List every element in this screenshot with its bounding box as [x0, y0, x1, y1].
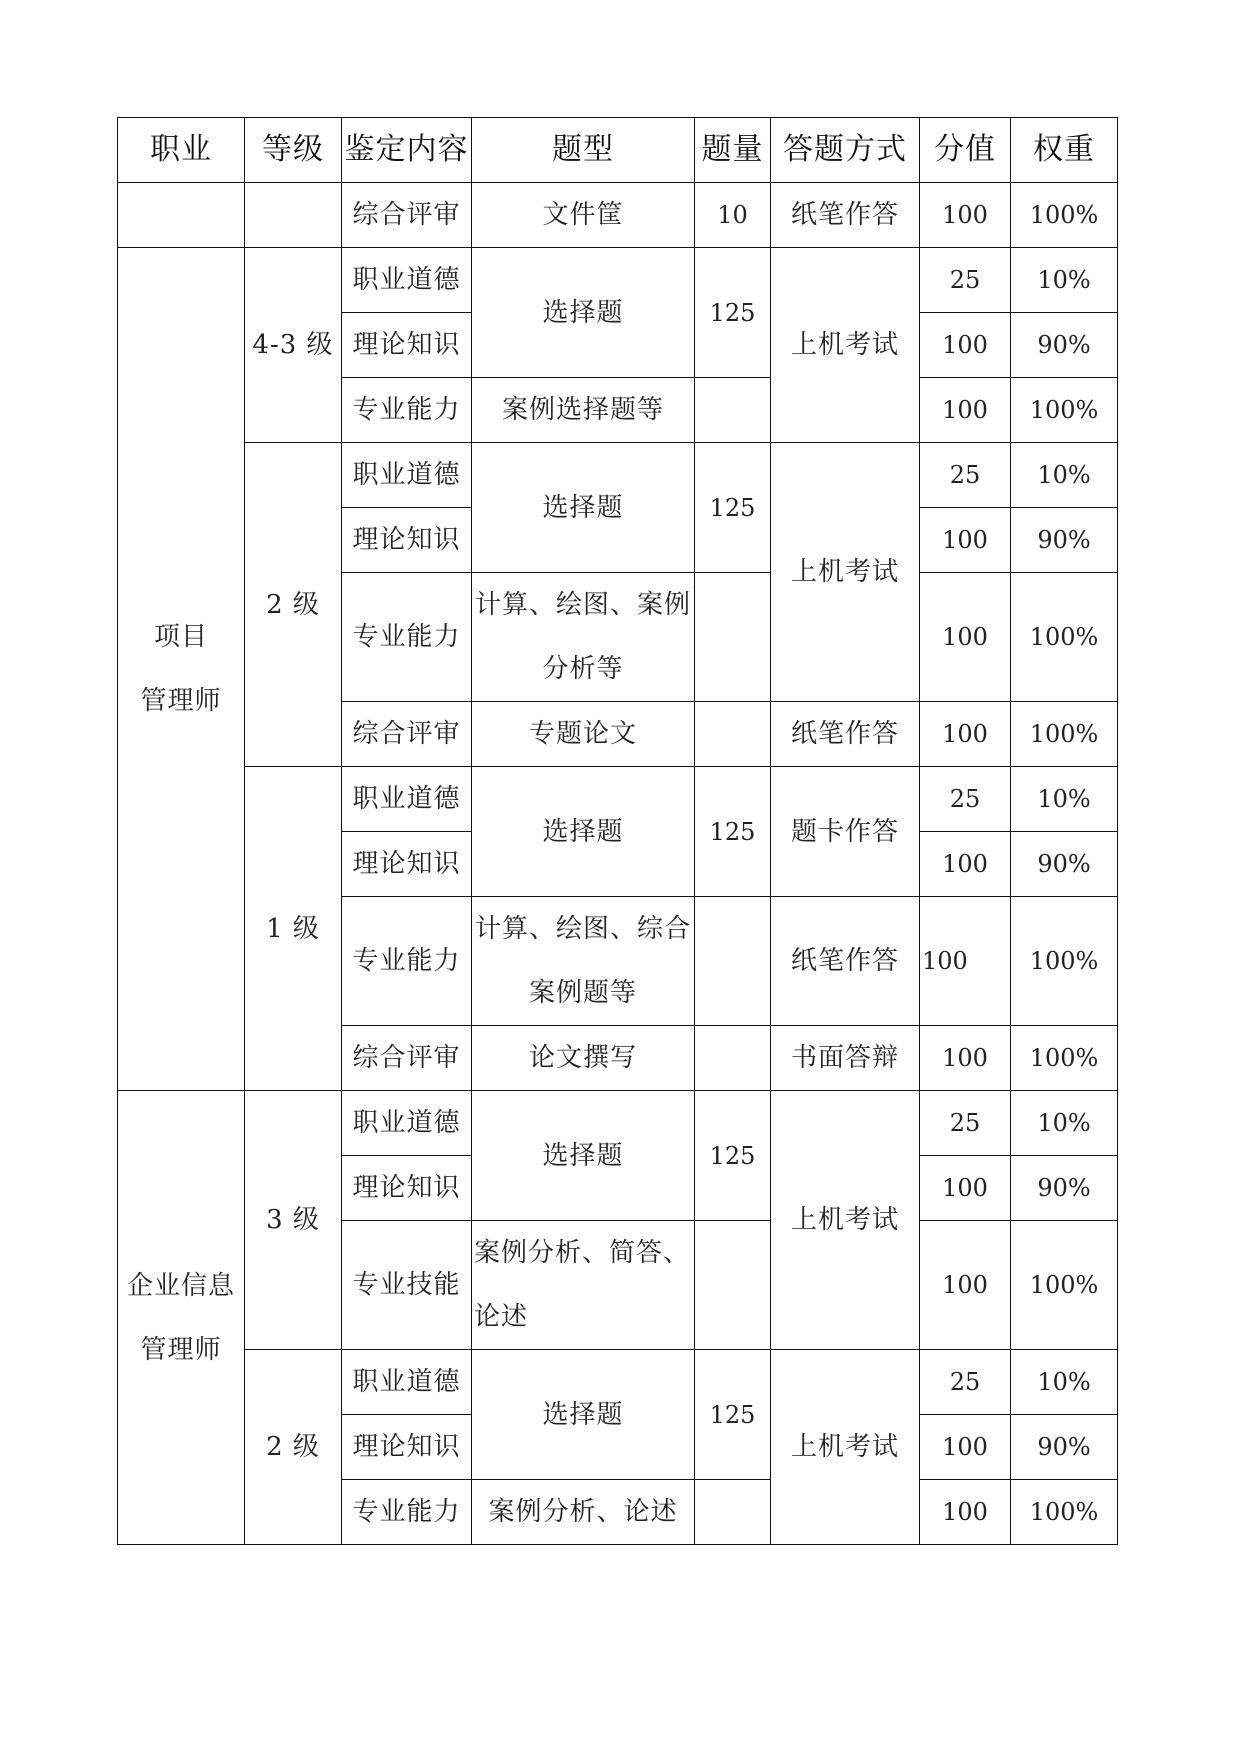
weight-cell: 100%	[1011, 1221, 1118, 1350]
weight-cell: 100%	[1011, 702, 1118, 767]
header-method: 答题方式	[771, 118, 920, 183]
header-occupation: 职业	[118, 118, 245, 183]
type-line: 分析等	[542, 654, 624, 684]
type-cell: 论文撰写	[472, 1026, 695, 1091]
score-cell: 100	[920, 378, 1011, 443]
header-content: 鉴定内容	[342, 118, 472, 183]
type-line: 案例分析、简答、	[474, 1238, 691, 1268]
content-cell: 专业能力	[342, 378, 472, 443]
method-cell: 上机考试	[771, 1350, 920, 1545]
content-cell: 专业能力	[342, 1480, 472, 1545]
score-cell: 100	[920, 573, 1011, 702]
content-cell: 职业道德	[342, 1091, 472, 1156]
level-cell: 1 级	[245, 767, 342, 1091]
occupation-cell	[118, 248, 245, 1091]
weight-cell: 10%	[1011, 248, 1118, 313]
content-cell: 职业道德	[342, 248, 472, 313]
content-cell: 理论知识	[342, 313, 472, 378]
content-cell: 专业能力	[342, 573, 472, 702]
header-weight: 权重	[1011, 118, 1118, 183]
type-cell	[472, 573, 695, 702]
content-cell: 理论知识	[342, 832, 472, 897]
weight-cell: 90%	[1011, 313, 1118, 378]
content-cell: 理论知识	[342, 1415, 472, 1480]
occupation-line: 管理师	[140, 686, 222, 716]
type-cell	[472, 897, 695, 1026]
type-line: 论述	[474, 1302, 529, 1332]
header-type: 题型	[472, 118, 695, 183]
type-cell: 选择题	[472, 1350, 695, 1480]
method-cell: 题卡作答	[771, 767, 920, 897]
score-cell: 100	[920, 832, 1011, 897]
level-cell: 4-3 级	[245, 248, 342, 443]
weight-cell: 100%	[1011, 1026, 1118, 1091]
table-row	[118, 443, 1118, 508]
count-cell: 125	[695, 1091, 771, 1221]
count-cell	[695, 1480, 771, 1545]
weight-cell: 100%	[1011, 1480, 1118, 1545]
score-cell: 100	[920, 1026, 1011, 1091]
count-cell	[695, 897, 771, 1026]
count-cell: 125	[695, 767, 771, 897]
table-row	[118, 767, 1118, 832]
score-cell: 100	[920, 508, 1011, 573]
method-cell: 纸笔作答	[771, 183, 920, 248]
type-cell: 文件筐	[472, 183, 695, 248]
weight-cell: 90%	[1011, 1415, 1118, 1480]
weight-cell: 100%	[1011, 183, 1118, 248]
score-cell: 100	[920, 1221, 1011, 1350]
score-cell: 100	[920, 313, 1011, 378]
weight-cell: 100%	[1011, 897, 1118, 1026]
count-cell	[695, 702, 771, 767]
method-cell: 上机考试	[771, 1091, 920, 1350]
type-cell	[472, 1221, 695, 1350]
content-cell: 职业道德	[342, 1350, 472, 1415]
type-cell: 选择题	[472, 767, 695, 897]
type-cell: 案例选择题等	[472, 378, 695, 443]
method-cell: 上机考试	[771, 443, 920, 702]
exam-table	[117, 117, 1118, 1545]
score-cell: 100	[920, 183, 1011, 248]
count-cell: 10	[695, 183, 771, 248]
table-row	[118, 183, 1118, 248]
method-cell: 上机考试	[771, 248, 920, 443]
header-row	[118, 118, 1118, 183]
weight-cell: 10%	[1011, 443, 1118, 508]
header-level: 等级	[245, 118, 342, 183]
score-cell: 100	[920, 1480, 1011, 1545]
weight-cell: 90%	[1011, 832, 1118, 897]
type-cell: 专题论文	[472, 702, 695, 767]
type-cell: 案例分析、论述	[472, 1480, 695, 1545]
count-cell	[695, 1026, 771, 1091]
content-cell: 综合评审	[342, 1026, 472, 1091]
weight-cell: 90%	[1011, 508, 1118, 573]
score-cell: 25	[920, 1091, 1011, 1156]
level-cell: 3 级	[245, 1091, 342, 1350]
type-line: 案例题等	[528, 978, 637, 1008]
count-cell	[695, 1221, 771, 1350]
type-cell: 选择题	[472, 248, 695, 378]
occupation-cell	[118, 183, 245, 248]
weight-cell: 10%	[1011, 767, 1118, 832]
level-cell	[245, 183, 342, 248]
content-cell: 专业能力	[342, 897, 472, 1026]
level-cell: 2 级	[245, 443, 342, 767]
occupation-line: 项目	[153, 622, 208, 652]
content-cell: 综合评审	[342, 702, 472, 767]
score-cell: 25	[920, 248, 1011, 313]
level-cell: 2 级	[245, 1350, 342, 1545]
occupation-cell	[118, 1091, 245, 1545]
count-cell	[695, 573, 771, 702]
type-cell: 选择题	[472, 443, 695, 573]
content-cell: 职业道德	[342, 443, 472, 508]
score-cell: 100	[920, 897, 1011, 1026]
count-cell: 125	[695, 1350, 771, 1480]
type-line: 计算、绘图、案例	[474, 590, 691, 620]
occupation-line: 企业信息	[126, 1270, 235, 1301]
content-cell: 职业道德	[342, 767, 472, 832]
score-cell: 100	[920, 1415, 1011, 1480]
method-cell: 纸笔作答	[771, 702, 920, 767]
method-cell: 纸笔作答	[771, 897, 920, 1026]
content-cell: 理论知识	[342, 508, 472, 573]
score-cell: 25	[920, 1350, 1011, 1415]
count-cell	[695, 378, 771, 443]
weight-cell: 100%	[1011, 378, 1118, 443]
table-row	[118, 1350, 1118, 1415]
weight-cell: 10%	[1011, 1091, 1118, 1156]
table-row	[118, 248, 1118, 313]
weight-cell: 90%	[1011, 1156, 1118, 1221]
weight-cell: 100%	[1011, 573, 1118, 702]
header-count: 题量	[695, 118, 771, 183]
header-score: 分值	[920, 118, 1011, 183]
score-cell: 100	[920, 702, 1011, 767]
type-line: 计算、绘图、综合	[474, 914, 691, 944]
weight-cell: 10%	[1011, 1350, 1118, 1415]
score-cell: 25	[920, 767, 1011, 832]
method-cell: 书面答辩	[771, 1026, 920, 1091]
count-cell: 125	[695, 443, 771, 573]
type-cell: 选择题	[472, 1091, 695, 1221]
content-cell: 综合评审	[342, 183, 472, 248]
occupation-line: 管理师	[140, 1334, 222, 1365]
score-cell: 25	[920, 443, 1011, 508]
table-row	[118, 1091, 1118, 1156]
content-cell: 专业技能	[342, 1221, 472, 1350]
count-cell: 125	[695, 248, 771, 378]
content-cell: 理论知识	[342, 1156, 472, 1221]
score-cell: 100	[920, 1156, 1011, 1221]
